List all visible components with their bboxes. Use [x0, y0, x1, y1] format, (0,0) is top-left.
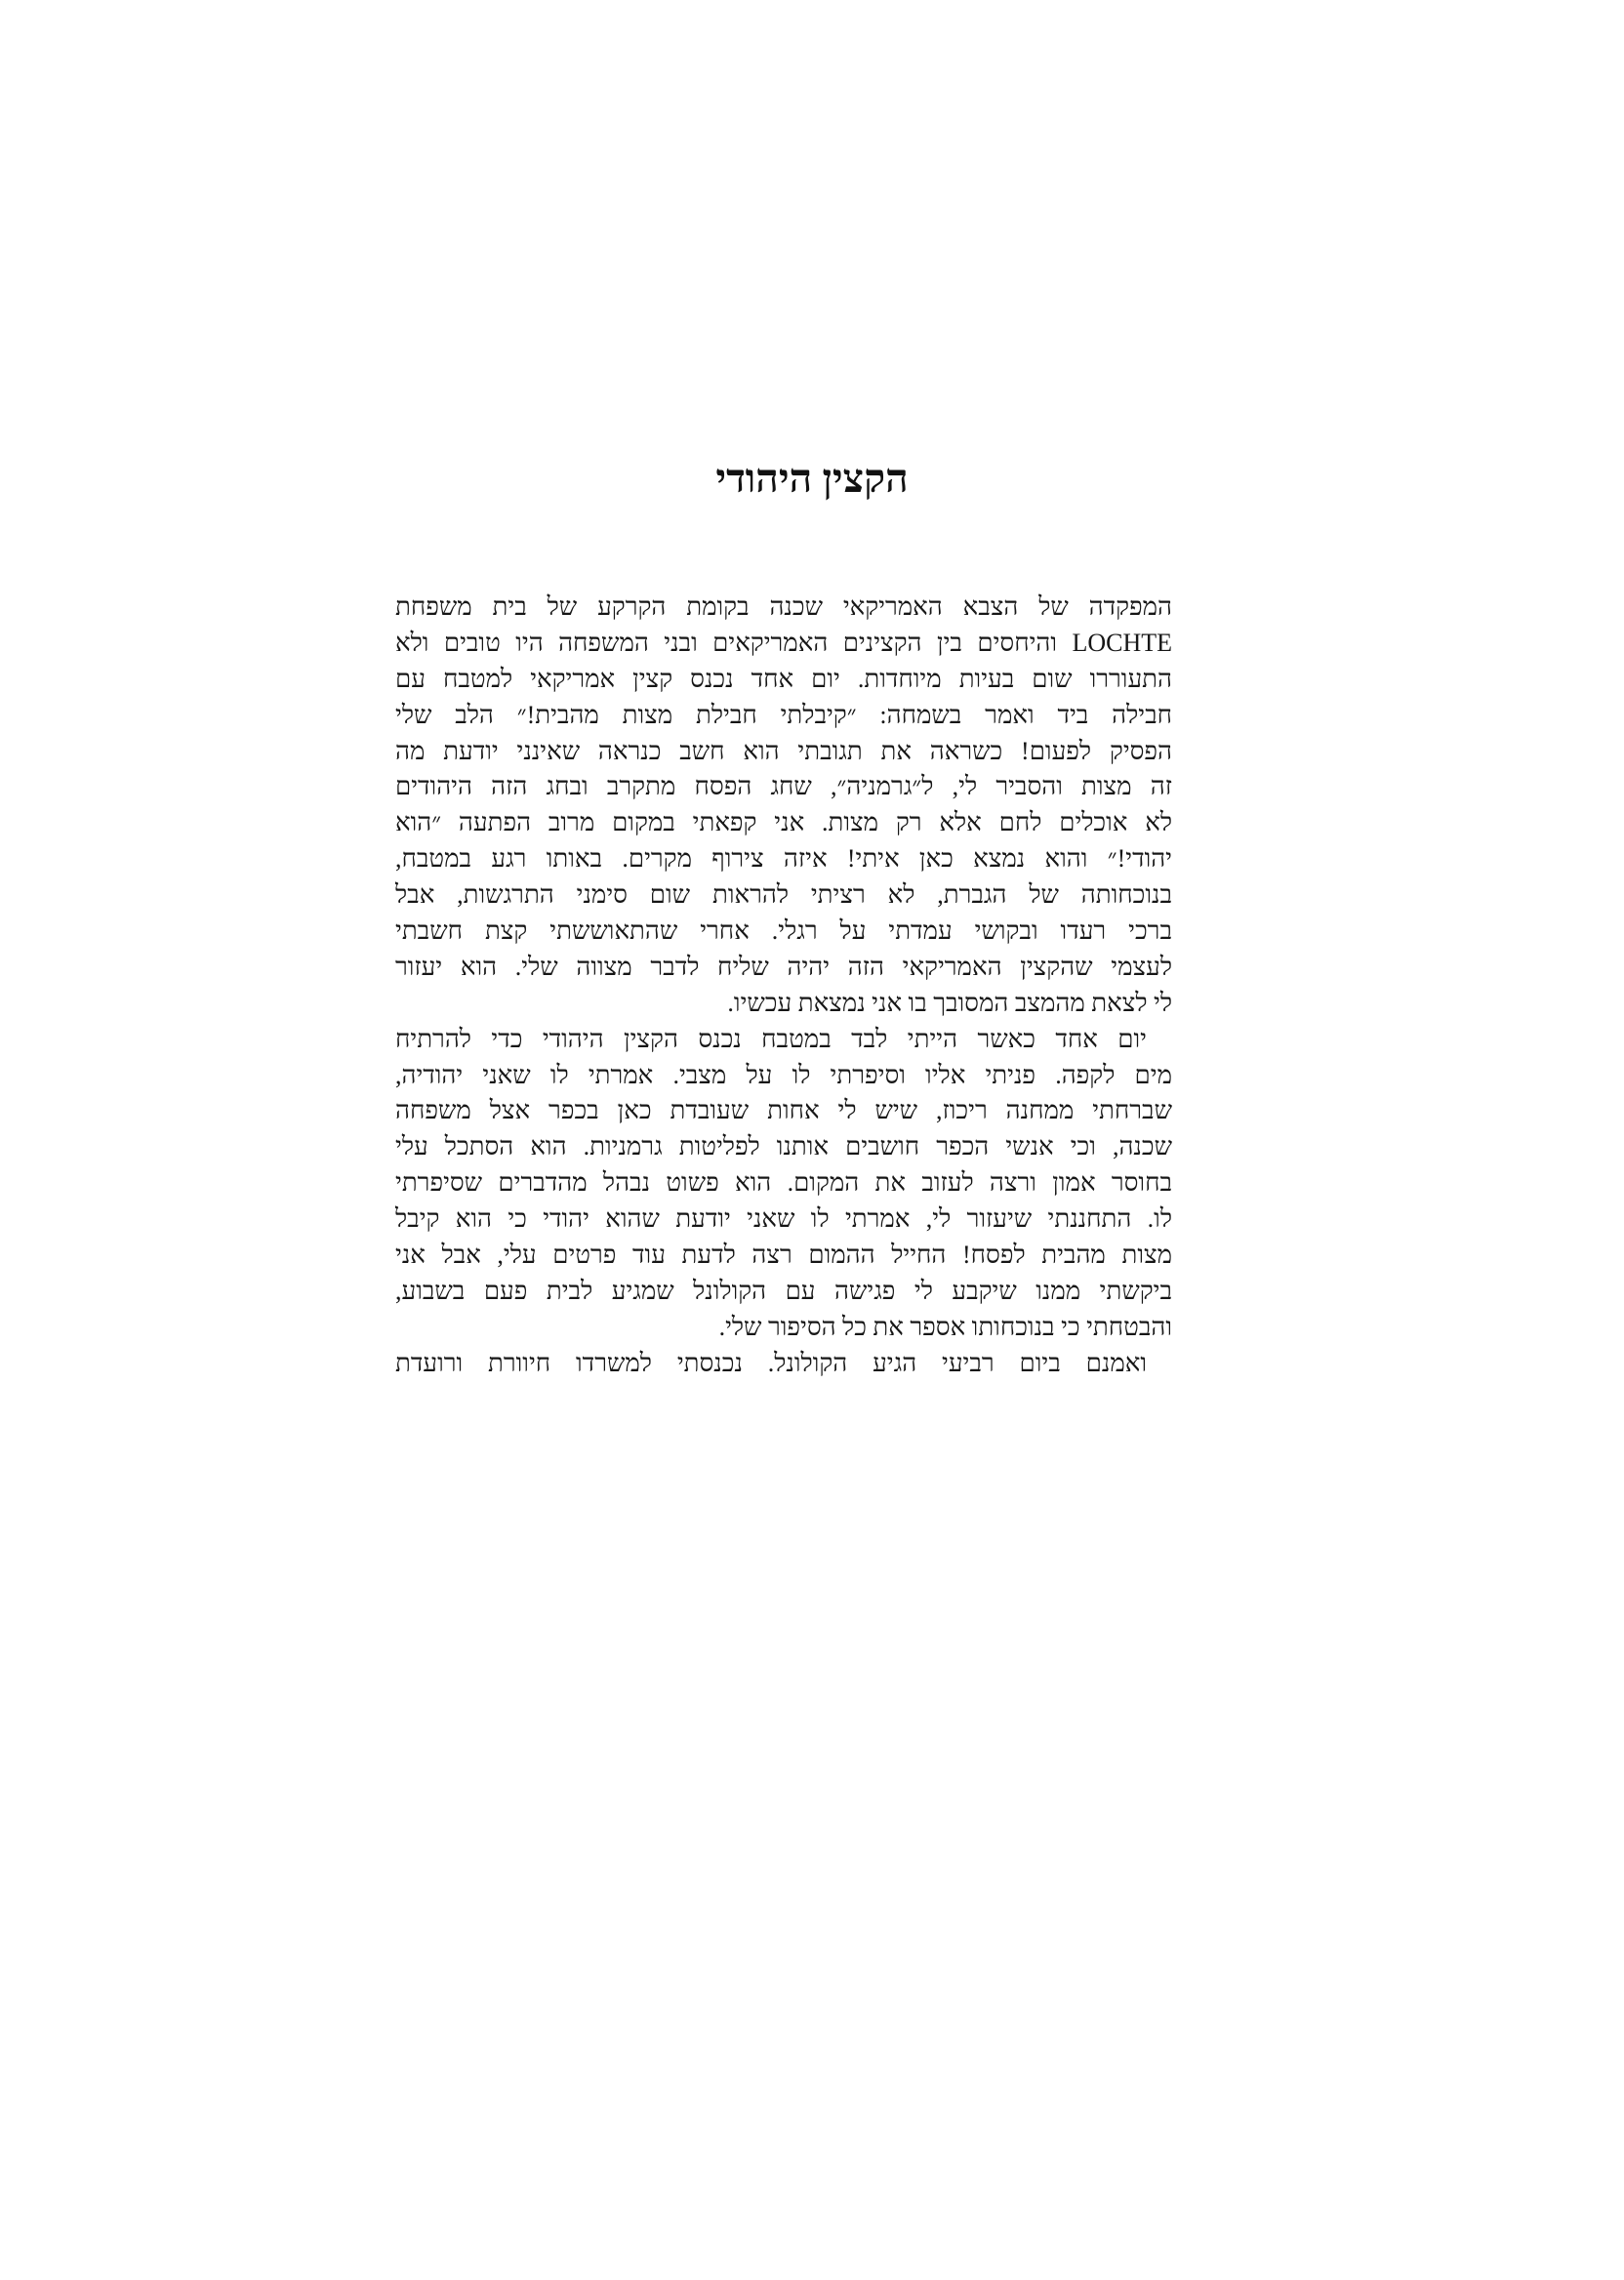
text-line: יום אחד כאשר הייתי לבד במטבח נכנס הקצין היהודי כדי להרתיח [395, 1024, 1147, 1053]
text-line: זה מצות והסביר לי, ל״גרמניה״, שחג הפסח מתקרב ובחג הזה היהודים [395, 772, 1172, 801]
body-text [395, 590, 1172, 1382]
text-line: שכנה, וכי אנשי הכפר חושבים אותנו לפליטות גרמניות. הוא הסתכל עלי [395, 1132, 1172, 1161]
text-line: ברכי רעדו ובקושי עמדתי על רגלי. אחרי שהתאוששתי קצת חשבתי [395, 916, 1172, 946]
text-line: ואמנם ביום רביעי הגיע הקולונל. נכנסתי למשרדו חיוורת ורועדת [395, 1348, 1147, 1377]
text-line: לו. התחננתי שיעזור לי, אמרתי לו שאני יודעת שהוא יהודי כי הוא קיבל [395, 1204, 1172, 1234]
text-line: בנוכחותה של הגברת, לא רציתי להראות שום סימני התרגשות, אבל [395, 880, 1172, 910]
text-line: מצות מהבית לפסח! החייל ההמום רצה לדעת עוד פרטים עלי, אבל אני [395, 1241, 1172, 1270]
text-line: לי לצאת מהמצב המסובך בו אני נמצאת עכשיו. [727, 988, 1172, 1017]
text-line: LOCHTE והיחסים בין הקצינים האמריקאים ובני המשפחה היו טובים ולא [395, 628, 1172, 657]
text-line: ביקשתי ממנו שיקבע לי פגישה עם הקולונל שמגיע לבית פעם בשבוע, [395, 1276, 1172, 1305]
text-line: יהודי!״ והוא נמצא כאן איתי! איזה צירוף מקרים. באותו רגע במטבח, [395, 844, 1172, 874]
page-title: הקצין היהודי [715, 456, 909, 501]
text-line: הפסיק לפעום! כשראה את תגובתי הוא חשב כנראה שאינני יודעת מה [395, 736, 1172, 765]
text-line: מים לקפה. פניתי אליו וסיפרתי לו על מצבי. אמרתי לו שאני יהודיה, [395, 1060, 1172, 1089]
text-line: והבטחתי כי בנוכחותו אספר את כל הסיפור שלי. [718, 1312, 1172, 1341]
text-line: חבילה ביד ואמר בשמחה: ״קיבלתי חבילת מצות מהבית!״ הלב שלי [395, 700, 1172, 729]
text-line: לא אוכלים לחם אלא רק מצות. אני קפאתי במקום מרוב הפתעה ״הוא [395, 808, 1172, 837]
text-line: לעצמי שהקצין האמריקאי הזה יהיה שליח לדבר מצווה שלי. הוא יעזור [395, 952, 1172, 981]
text-line: שברחתי ממחנה ריכוז, שיש לי אחות שעובדת כאן בכפר אצל משפחה [395, 1096, 1172, 1125]
text-line: התעוררו שום בעיות מיוחדות. יום אחד נכנס קצין אמריקאי למטבח עם [395, 664, 1172, 693]
text-line: בחוסר אמון ורצה לעזוב את המקום. הוא פשוט נבהל מהדברים שסיפרתי [395, 1168, 1172, 1198]
text-line: המפקדה של הצבא האמריקאי שכנה בקומת הקרקע של בית משפחת [395, 592, 1172, 621]
